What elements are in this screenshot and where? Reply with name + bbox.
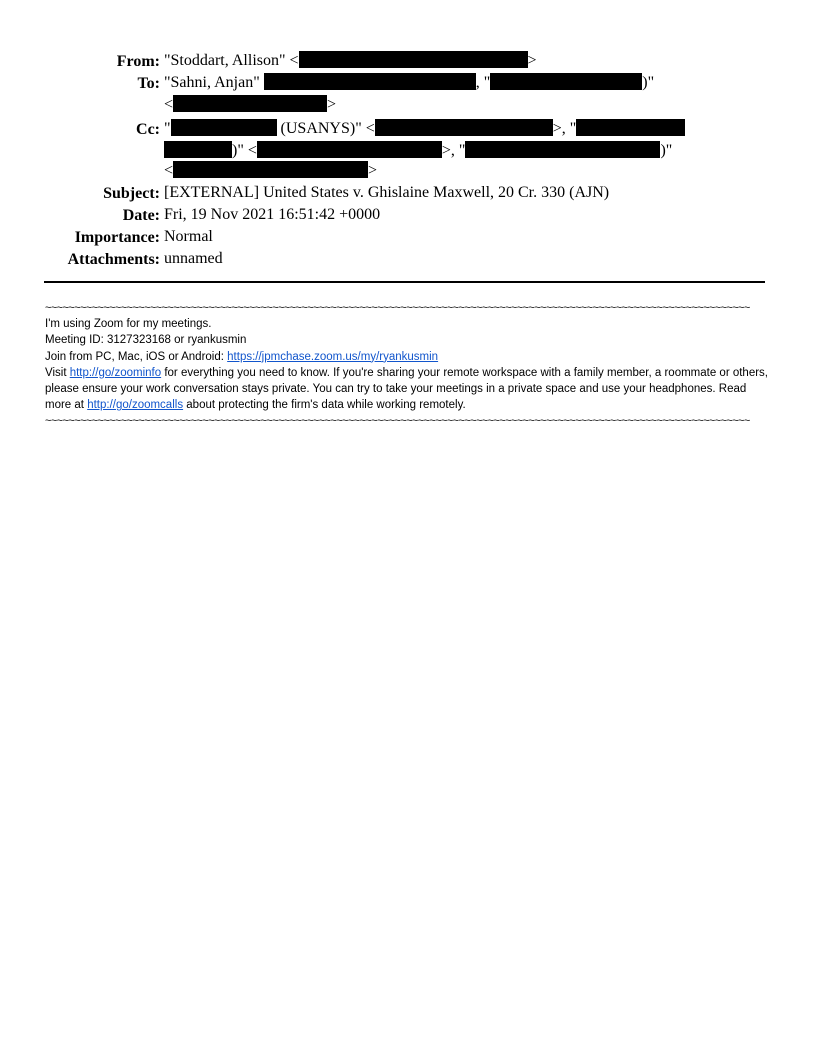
date-value: Fri, 19 Nov 2021 16:51:42 +0000 xyxy=(164,206,381,223)
visit-paragraph: Visit http://go/zoominfo for everything you need to know. If you're sharing your remote workspace with a family member, a roommate or others, please ensure your work conversation stays private. You can try to take your meetings in a private space and use your headphones. Read more at http://go/zoomcalls about protecting the firm's data while working remotely. xyxy=(45,366,769,412)
redaction-box xyxy=(264,73,476,90)
importance-label: Importance: xyxy=(74,229,160,246)
from-value: "Stoddart, Allison" < > xyxy=(164,52,537,69)
cc-row-cont2: < > xyxy=(164,162,378,179)
cc-value: " (USANYS)" < >, " xyxy=(164,118,685,140)
zoominfo-link[interactable]: http://go/zoominfo xyxy=(69,366,162,379)
from-name: "Stoddart, Allison" < xyxy=(164,52,299,69)
attachments-label: Attachments: xyxy=(67,251,160,268)
separator-line: ~~~~~~~~~~~~~~~~~~~~~~~~~~~~~~~~~~~~~~~~~~~~~~~~~~~~~~~~~~~~~~~~~~~~~~~~~~~~~~~~~~~~~~~~~~~~~~~~~~~~~~~~~~~~~~~~~~~~~~~~~ xyxy=(45,415,750,428)
redaction-box xyxy=(257,141,442,158)
redaction-box xyxy=(576,119,685,136)
redaction-box xyxy=(171,119,277,136)
subject-value: [EXTERNAL] United States v. Ghislaine Maxwell, 20 Cr. 330 (AJN) xyxy=(164,184,610,201)
cc-row-cont: )" < >, " )" xyxy=(0,140,816,160)
header-divider xyxy=(44,281,765,283)
attachments-row xyxy=(0,248,816,270)
redaction-box xyxy=(164,141,232,158)
separator-line: ~~~~~~~~~~~~~~~~~~~~~~~~~~~~~~~~~~~~~~~~~~~~~~~~~~~~~~~~~~~~~~~~~~~~~~~~~~~~~~~~~~~~~~~~~~~~~~~~~~~~~~~~~~~~~~~~~~~~~~~~~ xyxy=(45,302,750,314)
redaction-box xyxy=(465,141,660,158)
importance-value: Normal xyxy=(164,228,213,245)
email-header xyxy=(0,50,816,270)
body-line: I'm using Zoom for my meetings. xyxy=(45,318,212,331)
subject-row xyxy=(0,182,816,204)
join-line: Join from PC, Mac, iOS or Android: https://jpmchase.zoom.us/my/ryankusmin xyxy=(45,350,439,363)
to-label: To: xyxy=(137,75,160,92)
redaction-box xyxy=(299,51,528,68)
redaction-box xyxy=(375,119,553,136)
redaction-box xyxy=(173,161,368,178)
importance-row xyxy=(0,226,816,248)
to-row-cont: < > xyxy=(164,96,337,113)
subject-label: Subject: xyxy=(103,185,160,202)
email-body xyxy=(45,300,775,430)
date-label: Date: xyxy=(122,207,160,224)
meeting-id-line: Meeting ID: 3127323168 or ryankusmin xyxy=(45,334,247,347)
to-name: "Sahni, Anjan" xyxy=(164,74,260,91)
zoom-link[interactable]: https://jpmchase.zoom.us/my/ryankusmin xyxy=(227,350,439,363)
to-row xyxy=(0,72,816,94)
from-label: From: xyxy=(116,53,160,70)
zoomcalls-link[interactable]: http://go/zoomcalls xyxy=(87,399,184,412)
redaction-box xyxy=(173,95,327,112)
to-value: "Sahni, Anjan" , " )" xyxy=(164,74,655,91)
date-row xyxy=(0,204,816,226)
cc-label: Cc: xyxy=(136,121,160,138)
redaction-box xyxy=(490,73,642,90)
cc-row xyxy=(0,118,816,140)
from-row xyxy=(0,50,816,72)
attachments-value[interactable]: unnamed xyxy=(164,250,223,267)
